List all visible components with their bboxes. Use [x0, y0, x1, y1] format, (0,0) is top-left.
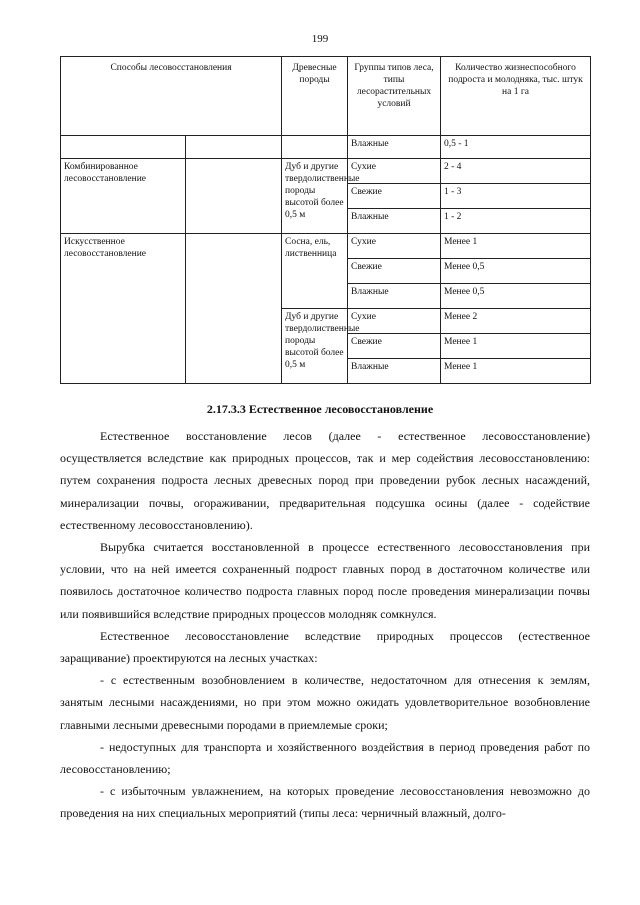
- header-method: Способы лесовосстановления: [61, 57, 282, 136]
- page-number: 199: [311, 33, 329, 45]
- table-cell-method: Искусственное лесовосстановление: [61, 234, 186, 384]
- paragraph: Естественное лесовосстановление вследствие природных процессов (естественное заращивание) проектируются на лесных участках:: [60, 628, 590, 666]
- header-conditions: Группы типов леса, типы лесорастительных условий: [348, 57, 441, 136]
- table-cell-quantity: 2 - 4: [441, 159, 591, 184]
- table-cell-method: Комбинированное лесовосстановление: [61, 159, 186, 234]
- table-cell-quantity: Менее 0,5: [441, 259, 591, 284]
- table-cell-quantity: 0,5 - 1: [441, 136, 591, 159]
- table-cell-quantity: Менее 1: [441, 359, 591, 384]
- paragraph: - недоступных для транспорта и хозяйственного воздействия в период проведения работ по лесовосстановлению;: [60, 739, 590, 777]
- table-cell-condition: Влажные: [348, 284, 441, 309]
- paragraph: - с естественным возобновлением в количестве, недостаточном для отнесения к землям, занятым лесными насаждениями, но при этом можно ожидать удовлетворительное возобновление главными лесными древесными породами в приемлемые сроки;: [60, 673, 590, 732]
- table-cell-empty: [186, 159, 282, 234]
- table-cell-condition: Сухие: [348, 159, 441, 184]
- header-quantity: Количество жизнеспособного подроста и молодняка, тыс. штук на 1 га: [441, 57, 591, 136]
- forest-regeneration-table: [60, 56, 591, 384]
- table-cell-species: Дуб и другие твердолиственные породы высотой более 0,5 м: [282, 159, 348, 234]
- table-header-row: [61, 57, 591, 136]
- table-cell-condition: Свежие: [348, 259, 441, 284]
- body-text: [60, 425, 590, 825]
- table-cell-condition: Свежие: [348, 184, 441, 209]
- table-cell-condition: Сухие: [348, 234, 441, 259]
- paragraph: Естественное восстановление лесов (далее - естественное лесовосстановление) осуществляется вследствие как природных процессов, так и мер содействия лесовосстановлению: путем сохранения подроста лесных древесных пород при проведении рубок лесных насаждений, минерализации почвы, огораживании, предварительная подсушка осины (далее - содействие естественному лесовосстановлению).: [60, 429, 590, 532]
- table-cell-empty: [186, 234, 282, 384]
- paragraph: Вырубка считается восстановленной в процессе естественного лесовосстановления при условии, что на ней имеется сохраненный подрост главных пород в достаточном количестве или появилось достаточное количество подроста главных пород после проведения минерализации почвы или появившийся вследствие природных процессов молодняк сомкнулся.: [60, 540, 590, 621]
- table-cell-condition: Сухие: [348, 309, 441, 334]
- table-row: [61, 234, 591, 259]
- table-cell-quantity: Менее 2: [441, 309, 591, 334]
- paragraph: - с избыточным увлажнением, на которых проведение лесовосстановления невозможно до проведения на них специальных мероприятий (типы леса: черничный влажный, долго-: [60, 784, 590, 821]
- section-heading: 2.17.3.3 Естественное лесовосстановление: [206, 402, 434, 416]
- table-cell-quantity: Менее 1: [441, 334, 591, 359]
- table-cell-condition: Свежие: [348, 334, 441, 359]
- table-cell-method: [61, 136, 186, 159]
- table-cell-species: Дуб и другие твердолиственные породы высотой более 0,5 м: [282, 309, 348, 384]
- header-species: Древесные породы: [282, 57, 348, 136]
- table-cell-species: [282, 136, 348, 159]
- table-row: [61, 136, 591, 159]
- table-cell-condition: Влажные: [348, 359, 441, 384]
- table-cell-quantity: Менее 0,5: [441, 284, 591, 309]
- table-cell-condition: Влажные: [348, 209, 441, 234]
- table-cell-quantity: Менее 1: [441, 234, 591, 259]
- table-cell-quantity: 1 - 2: [441, 209, 591, 234]
- table-cell-condition: Влажные: [348, 136, 441, 159]
- table-cell-quantity: 1 - 3: [441, 184, 591, 209]
- table-cell-species: Сосна, ель, лиственница: [282, 234, 348, 309]
- table-cell-empty: [186, 136, 282, 159]
- table-row: [61, 159, 591, 184]
